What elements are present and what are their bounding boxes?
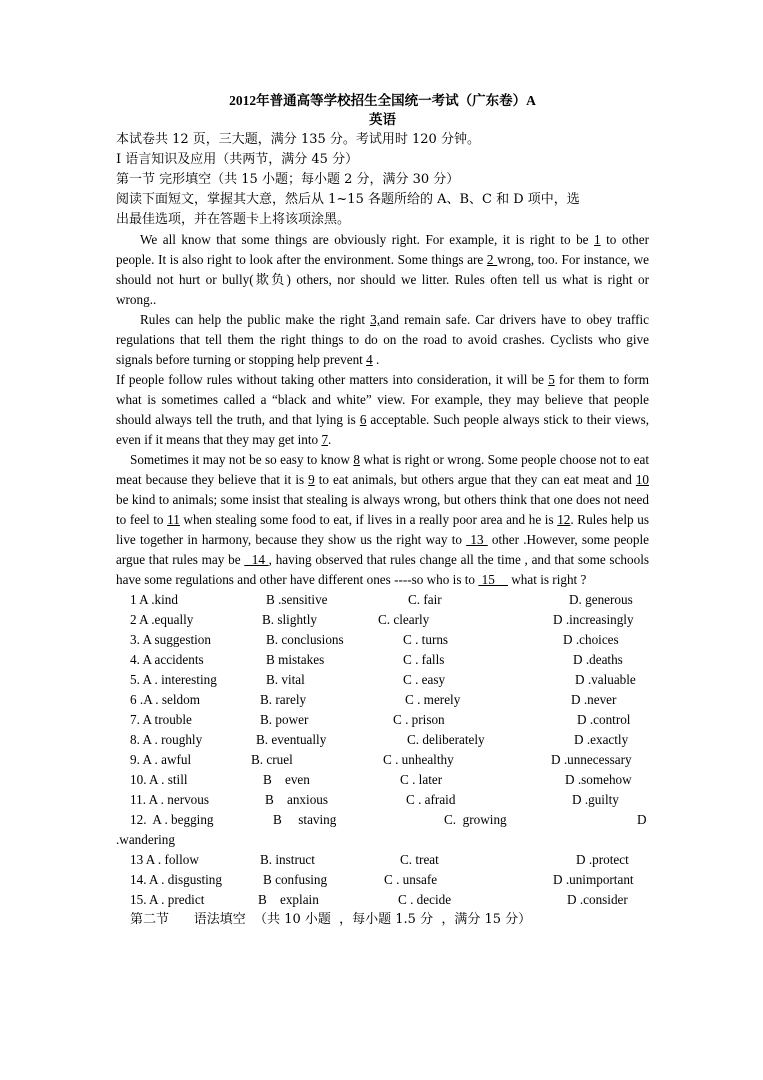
passage-text: when stealing some food to eat, if lives in a really poor area and he is: [179, 512, 558, 527]
option-d: D .consider: [567, 892, 628, 907]
question-row: [116, 630, 649, 650]
option-a: 11. A . nervous: [130, 792, 210, 807]
option-b: B staving: [273, 812, 337, 827]
option-c: C . unhealthy: [383, 752, 454, 767]
option-d: D. generous: [569, 592, 633, 607]
option-a: 13 A . follow: [130, 852, 199, 867]
option-b: B mistakes: [266, 652, 325, 667]
option-b: B. conclusions: [266, 632, 344, 647]
intro-line-1: 本试卷共 12 页，三大题，满分 135 分。考试用时 120 分钟。: [116, 132, 480, 147]
passage-text: and remain safe. Car drivers have to obey traffic regulations that tell them the right things to do on the road to avoid crashes. Cyclists who give signals before turning or stopping help prevent: [116, 312, 649, 367]
question-row: [116, 850, 649, 870]
blank-12: 12: [557, 512, 571, 527]
passage-text: what is right or wrong. Some people choose not to eat meat because they believe that it is: [116, 452, 649, 487]
option-a: 8. A . roughly: [130, 732, 203, 747]
option-a: 9. A . awful: [130, 752, 192, 767]
option-a: 10. A . still: [130, 772, 188, 787]
option-b: B. instruct: [260, 852, 315, 867]
question-row: [116, 890, 649, 910]
option-d: D .unimportant: [553, 872, 634, 887]
passage-paragraph-4: [116, 450, 649, 590]
option-d: D .deaths: [573, 652, 623, 667]
passage-text: We all know that some things are obviously right. For example, it is right to be: [140, 232, 595, 247]
option-d-continued: .wandering: [116, 832, 175, 847]
blank-7: 7: [321, 432, 329, 447]
question-row: [116, 650, 649, 670]
blank-8: 8: [353, 452, 360, 467]
option-c: C . merely: [405, 692, 461, 707]
passage-text: , having observed that rules change all the time , and that some schools have some regulations and other have different ones ----so who is to: [116, 552, 649, 587]
passage-text: for them to form what is sometimes called a “black and white” view. For example, they may believe that people should always tell the truth, and that lying is: [116, 372, 649, 427]
option-b: B. eventually: [256, 732, 327, 747]
option-a: 7. A trouble: [130, 712, 192, 727]
question-row: [116, 870, 649, 890]
option-c: C . falls: [403, 652, 445, 667]
blank-14: 14: [244, 552, 269, 567]
option-c: C . decide: [398, 892, 452, 907]
question-row: [116, 770, 649, 790]
blank-6: 6: [359, 412, 367, 427]
option-a: 1 A .kind: [130, 592, 178, 607]
option-c: C. clearly: [378, 612, 430, 627]
blank-2: 2: [486, 252, 498, 267]
passage-text: .: [372, 352, 380, 367]
blank-11: 11: [167, 512, 180, 527]
option-a: 3. A suggestion: [130, 632, 211, 647]
blank-15: 15: [478, 572, 508, 587]
option-a: 5. A . interesting: [130, 672, 217, 687]
passage-text: Sometimes it may not be so easy to know: [130, 452, 354, 467]
option-d: D .never: [571, 692, 617, 707]
intro-line-4: 阅读下面短文，掌握其大意，然后从 1~15 各题所给的 A、B、C 和 D 项中，选: [116, 192, 580, 207]
blank-1: 1: [594, 232, 601, 247]
exam-subject: 英语: [369, 112, 396, 127]
option-c: C . later: [400, 772, 443, 787]
option-a: 12. A . begging: [130, 812, 214, 827]
option-d: D .control: [577, 712, 631, 727]
option-c: C. treat: [400, 852, 439, 867]
passage-text: wrong, too. For instance, we should not hurt or bully(欺负) others, nor should we litter. Rules often tell us what is right or wrong..: [116, 252, 650, 307]
option-c: C . unsafe: [384, 872, 438, 887]
option-d: D .valuable: [575, 672, 636, 687]
blank-10: 10: [635, 472, 649, 487]
question-row: [116, 610, 649, 630]
option-d: D .protect: [576, 852, 629, 867]
option-c: C . easy: [403, 672, 446, 687]
blank-4: 4: [366, 352, 373, 367]
intro-line-3: 第一节 完形填空（共 15 小题；每小题 2 分，满分 30 分）: [116, 172, 460, 187]
option-a: 2 A .equally: [130, 612, 194, 627]
option-c: C . turns: [403, 632, 449, 647]
option-c: C . afraid: [406, 792, 456, 807]
passage-paragraph-3: [116, 370, 649, 450]
intro-line-2: I 语言知识及应用（共两节，满分 45 分）: [116, 152, 359, 167]
option-d: D .somehow: [565, 772, 632, 787]
option-b: B confusing: [263, 872, 328, 887]
question-row: [116, 670, 649, 690]
blank-3: 3,: [370, 312, 380, 327]
option-c: C. growing: [444, 812, 507, 827]
question-row: [116, 590, 649, 610]
option-b: B. rarely: [260, 692, 307, 707]
passage-text: what is right ?: [507, 572, 587, 587]
option-d: D .choices: [563, 632, 619, 647]
option-a: 4. A accidents: [130, 652, 204, 667]
option-d: D .exactly: [574, 732, 629, 747]
intro-line-5: 出最佳选项，并在答题卡上将该项涂黑。: [116, 212, 351, 227]
option-a: 15. A . predict: [130, 892, 205, 907]
passage-text: be kind to animals; some insist that stealing is always wrong, but others think that one does not need to feel to: [116, 492, 649, 527]
exam-page: [116, 92, 649, 930]
option-d: D: [637, 812, 647, 827]
question-row: [116, 750, 649, 770]
passage-text: to other people. It is also right to look after the environment. Some things are: [116, 232, 649, 267]
option-c: C. fair: [408, 592, 442, 607]
option-d: D .unnecessary: [551, 752, 632, 767]
passage-text: acceptable. Such people always stick to their views, even if it means that they may get into: [116, 412, 649, 447]
option-a: 14. A . disgusting: [130, 872, 222, 887]
option-b: B. power: [260, 712, 309, 727]
exam-title: 2012年普通高等学校招生全国统一考试（广东卷）A: [229, 93, 536, 108]
option-b: B. cruel: [251, 752, 293, 767]
option-d: D .guilty: [572, 792, 619, 807]
option-b: B .sensitive: [266, 592, 328, 607]
option-c: C. deliberately: [407, 732, 485, 747]
option-a: 6 .A . seldom: [130, 692, 200, 707]
passage-text: to eat animals, but others argue that they can eat meat and: [314, 472, 636, 487]
option-b: B even: [263, 772, 310, 787]
question-row: [116, 790, 649, 810]
option-b: B. slightly: [262, 612, 317, 627]
option-b: B anxious: [265, 792, 329, 807]
blank-5: 5: [548, 372, 555, 387]
section-2-heading: 第二节 语法填空 （共 10 小题 ，每小题 1.5 分 ，满分 15 分）: [130, 912, 532, 927]
passage-text: other .However, some people argue that rules may be: [116, 532, 649, 567]
question-row: [116, 810, 649, 830]
passage-text: .: [328, 432, 332, 447]
passage-text: If people follow rules without taking other matters into consideration, it will be: [116, 372, 549, 387]
option-b: B explain: [258, 892, 319, 907]
question-row: [116, 730, 649, 750]
passage-text: Rules can help the public make the right: [140, 312, 371, 327]
blank-9: 9: [308, 472, 315, 487]
question-row: [116, 710, 649, 730]
option-b: B. vital: [266, 672, 305, 687]
blank-13: 13: [466, 532, 488, 547]
passage-paragraph-2: [116, 310, 649, 370]
option-c: C . prison: [393, 712, 445, 727]
question-options-list: [116, 590, 649, 910]
passage-text: . Rules help us live together in harmony, because they show us the right way to: [116, 512, 649, 547]
question-row: [116, 830, 649, 850]
option-d: D .increasingly: [553, 612, 634, 627]
question-row: [116, 690, 649, 710]
passage-paragraph-1: [116, 230, 649, 310]
